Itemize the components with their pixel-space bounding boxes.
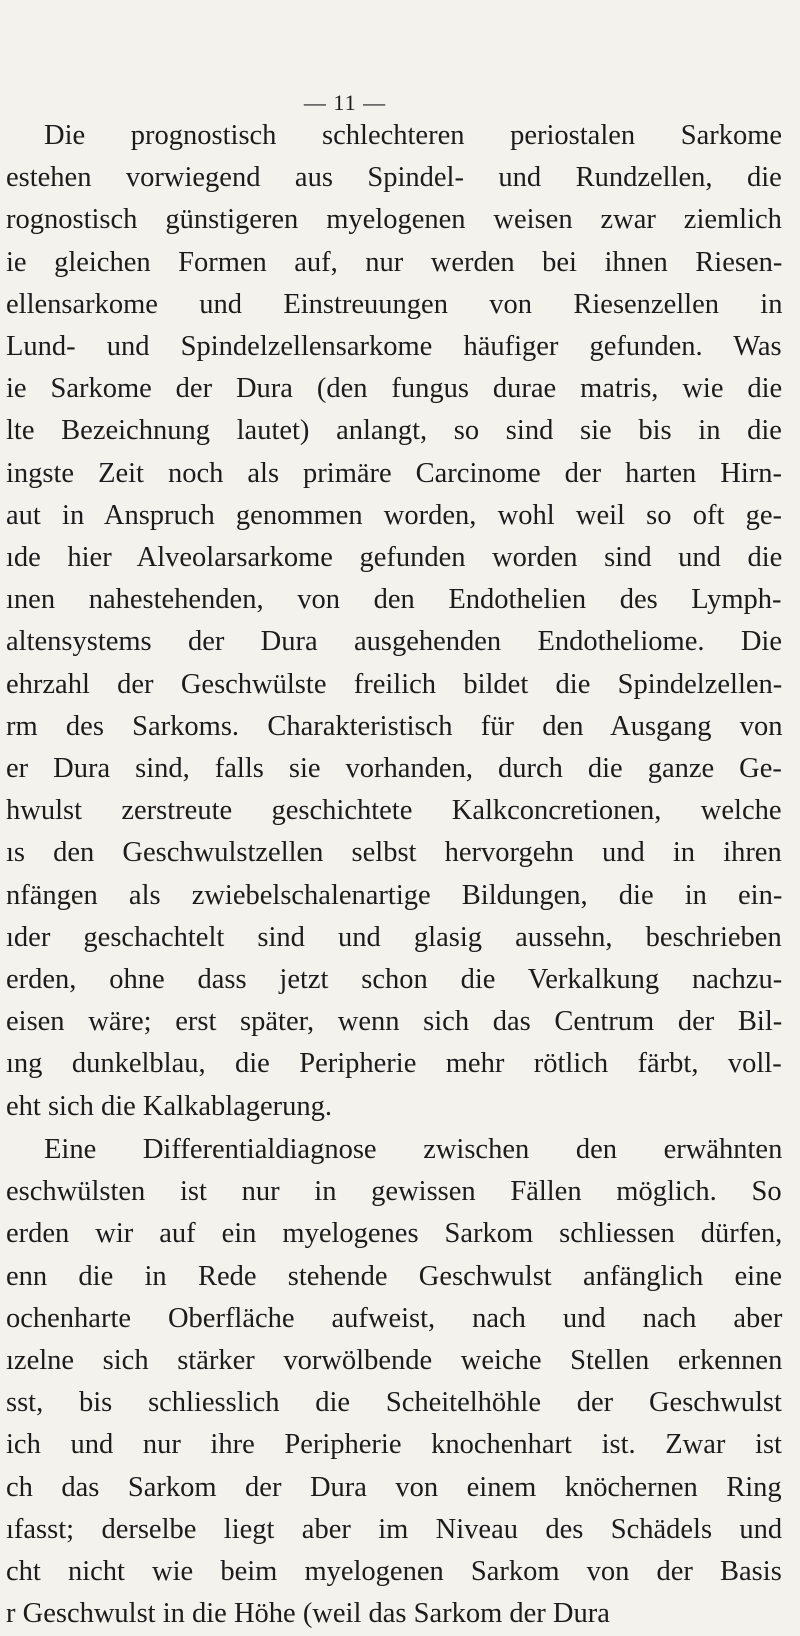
text-line: ıs den Geschwulstzellen selbst hervorgehn und in ihren: [6, 837, 782, 869]
text-line: erden, ohne dass jetzt schon die Verkalkung nachzu-: [6, 964, 783, 995]
text-line: ie gleichen Formen auf, nur werden bei ihnen Riesen-: [6, 246, 783, 278]
text-line: ıde hier Alveolarsarkome gefunden worden sind und die: [6, 542, 783, 573]
text-line: cht nicht wie beim myelogenen Sarkom von der Basis: [6, 1556, 782, 1587]
text-line: enn die in Rede stehende Geschwulst anfänglich eine: [6, 1260, 783, 1292]
text-line: ıfasst; derselbe liegt aber im Niveau des Schädels und: [6, 1513, 783, 1545]
text-line: sst, bis schliesslich die Scheitelhöhle der Geschwulst: [6, 1387, 782, 1419]
page-number: — 11 —: [303, 90, 387, 115]
text-line: estehen vorwiegend aus Spindel- und Rundzellen, die: [6, 162, 782, 194]
text-line: ingste Zeit noch als primäre Carcinome der harten Hirn-: [6, 457, 783, 489]
text-line: aut in Anspruch genommen worden, wohl weil so oft ge-: [6, 499, 783, 531]
text-line: rm des Sarkoms. Charakteristisch für den Ausgang von: [6, 710, 783, 742]
text-line: eisen wäre; erst später, wenn sich das Centrum der Bil-: [6, 1006, 783, 1038]
text-line: ızelne sich stärker vorwölbende weiche Stellen erkennen: [6, 1345, 783, 1376]
text-line: ıder geschachtelt sind und glasig aussehn, beschrieben: [6, 921, 782, 953]
text-line: ınen nahestehenden, von den Endothelien des Lymph-: [6, 584, 782, 616]
text-line: er Dura sind, falls sie vorhanden, durch die ganze Ge-: [6, 753, 782, 784]
text-line: lte Bezeichnung lautet) anlangt, so sind sie bis in die: [6, 415, 782, 447]
text-line: eht sich die Kalkablagerung.: [6, 1090, 333, 1122]
text-line: ehrzahl der Geschwülste freilich bildet die Spindelzellen-: [6, 668, 783, 700]
text-line: Eine Differentialdiagnose zwischen den erwähnten: [44, 1134, 783, 1165]
text-line: ch das Sarkom der Dura von einem knöchernen Ring: [6, 1471, 782, 1503]
text-line: eschwülsten ist nur in gewissen Fällen möglich. So: [6, 1176, 782, 1208]
text-line: altensystems der Dura ausgehenden Endotheliome. Die: [6, 626, 782, 658]
text-line: rognostisch günstigeren myelogenen weisen zwar ziemlich: [6, 204, 782, 236]
text-line: r Geschwulst in die Höhe (weil das Sarkom der Dura: [6, 1598, 610, 1630]
text-line: ie Sarkome der Dura (den fungus durae matris, wie die: [6, 373, 783, 405]
text-line: ıng dunkelblau, die Peripherie mehr rötlich färbt, voll-: [6, 1048, 782, 1080]
text-line: Lund- und Spindelzellensarkome häufiger gefunden. Was: [6, 331, 782, 362]
text-line: ochenharte Oberfläche aufweist, nach und nach aber: [6, 1302, 783, 1334]
text-line: hwulst zerstreute geschichtete Kalkconcretionen, welche: [6, 795, 782, 827]
text-line: nfängen als zwiebelschalenartige Bildungen, die in ein-: [6, 879, 783, 911]
text-line: erden wir auf ein myelogenes Sarkom schliessen dürfen,: [6, 1218, 783, 1250]
text-line: ich und nur ihre Peripherie knochenhart ist. Zwar ist: [6, 1429, 782, 1461]
text-line: ellensarkome und Einstreuungen von Riesenzellen in: [6, 288, 783, 320]
text-line: Die prognostisch schlechteren periostalen Sarkome: [44, 120, 783, 151]
